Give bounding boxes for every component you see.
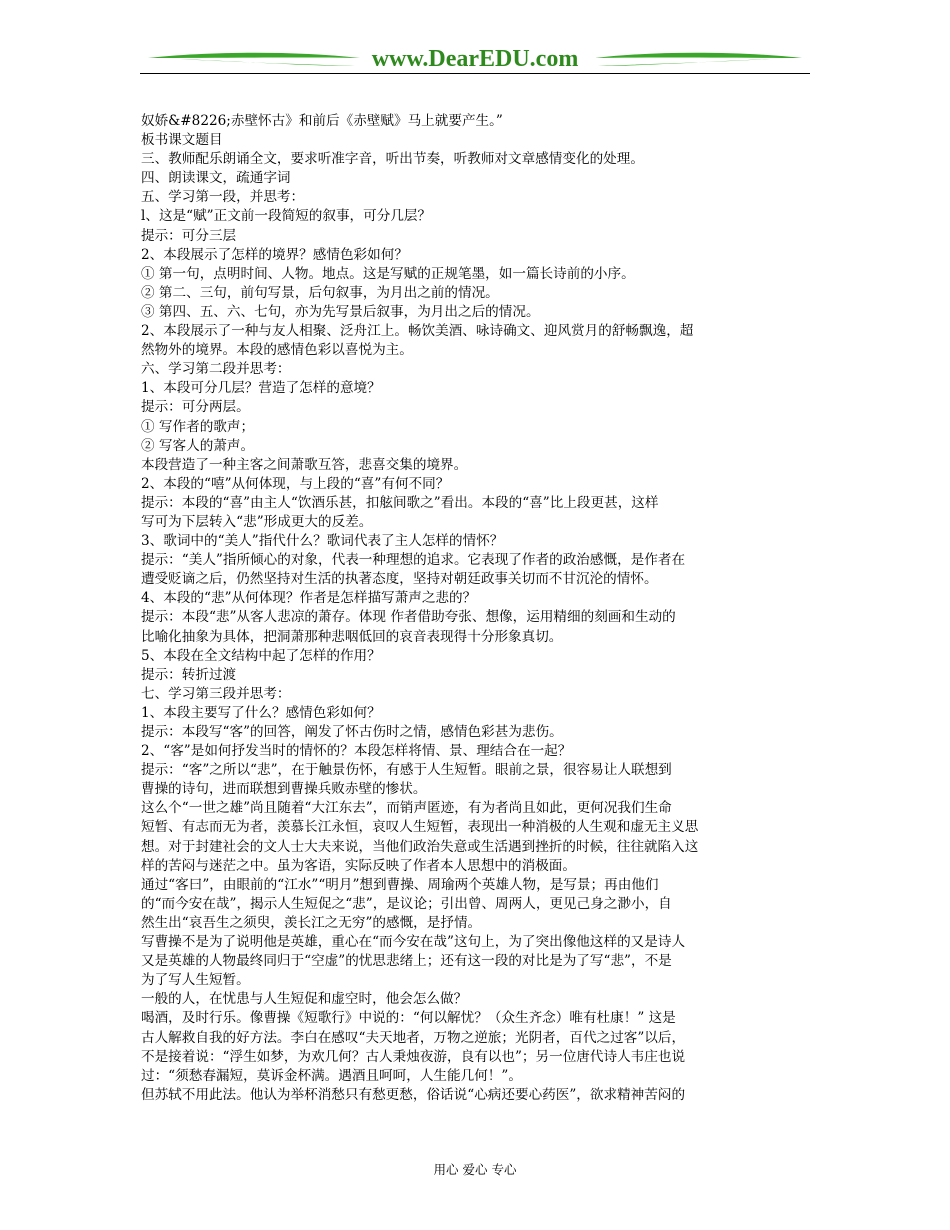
text-line: 为了写人生短暂。 [141, 972, 250, 989]
text-line: ② 写客人的萧声。 [141, 437, 255, 454]
text-line: 古人解救自我的好方法。李白在感叹“夫天地者，万物之逆旅；光阴者，百代之过客”以后， [141, 1029, 686, 1046]
text-line: 七、学习第三段并思考： [141, 685, 291, 702]
text-line: 但苏轼不用此法。他认为举杯消愁只有愁更愁，俗话说“心病还要心药医”，欲求精神苦闷的 [141, 1086, 686, 1103]
text-line: 4、本段的“悲”从何体现？作者是怎样描写萧声之悲的？ [141, 590, 477, 607]
text-line: 想。对于封建社会的文人士大夫来说，当他们政治失意或生活遇到挫折的时候，往往就陷入这 [141, 838, 699, 855]
text-line: 又是英雄的人物最终同归于“空虚”的忧思悲绪上；还有这一段的对比是为了写“悲”，不是 [141, 953, 672, 970]
text-line: 提示：本段“悲”从客人悲凉的萧存。体现 作者借助夸张、想像，运用精细的刻画和生动的 [141, 609, 676, 626]
text-line: 提示：“美人”指所倾心的对象，代表一种理想的追求。它表现了作者的政治感慨，是作者在 [141, 552, 686, 569]
text-line: 曹操的诗句，进而联想到曹操兵败赤壁的惨状。 [141, 781, 427, 798]
text-line: 本段营造了一种主客之间萧歌互答，悲喜交集的境界。 [141, 456, 468, 473]
text-line: 短暂、有志而无为者，羡慕长江永恒，哀叹人生短暂，表现出一种消极的人生观和虚无主义思 [141, 819, 699, 836]
text-line: 提示：本段写“客”的回答，阐发了怀古伤时之情，感情色彩甚为悲伤。 [141, 724, 563, 740]
text-line: 奴娇&#8226;赤壁怀古》和前后《赤壁赋》马上就要产生。” [141, 113, 503, 129]
text-line: 5、本段在全文结构中起了怎样的作用？ [141, 647, 381, 664]
text-line: l、这是“赋”正文前一段简短的叙事，可分几层？ [141, 208, 432, 225]
text-line: 过：“须愁春漏短，莫诉金杯满。遇酒且呵呵，人生能几何！”。 [141, 1067, 522, 1084]
text-line: 2、“客”是如何抒发当时的情怀的？本段怎样将情、景、理结合在一起？ [141, 743, 572, 760]
text-line: ① 写作者的歌声； [141, 418, 255, 435]
text-line: 遭受贬谪之后，仍然坚持对生活的执著态度，坚持对朝廷政事关切而不甘沉沦的情怀。 [141, 571, 658, 588]
text-line: 六、学习第二段并思考： [141, 361, 291, 378]
site-logo-text: www.DearEDU.com [371, 46, 579, 72]
text-line: 的“而今安在哉”，揭示人生短促之“悲”，是议论；引出曾、周两人，更见己身之渺小，自 [141, 895, 672, 912]
document-body [141, 112, 813, 1105]
text-line: 2、本段展示了一种与友人相聚、泛舟江上。畅饮美酒、咏诗确文、迎风赏月的舒畅飘逸，超 [141, 323, 694, 340]
text-line: 这么个“一世之雄”尚且随着“大江东去”，而销声匿迹，有为者尚且如此，更何况我们生命 [141, 800, 672, 817]
text-line: 提示：转折过渡 [141, 666, 237, 683]
text-line: 五、学习第一段，并思考： [141, 189, 305, 206]
text-line: 2、本段的“嘻”从何体现，与上段的“喜”有何不同？ [141, 475, 450, 492]
text-line: 写可为下层转入“悲”形成更大的反差。 [141, 513, 373, 530]
text-line: ① 第一句，点明时间、人物。地点。这是写赋的正规笔墨，如一篇长诗前的小序。 [141, 265, 635, 282]
text-line: 3、歌词中的“美人”指代什么？歌词代表了主人怎样的情怀？ [141, 533, 504, 550]
text-line: 板书课文题目 [141, 132, 223, 149]
text-line: 写曹操不是为了说明他是英雄，重心在“而今安在哉”这句上，为了突出像他这样的又是诗人 [141, 934, 686, 951]
text-line: 一般的人，在忧患与人生短促和虚空时，他会怎么做？ [141, 991, 468, 1008]
text-line: 提示：本段的“喜”由主人“饮酒乐甚，扣舷间歌之”看出。本段的“喜”比上段更甚，这样 [141, 494, 659, 511]
header-divider [140, 73, 810, 74]
text-line: 比喻化抽象为具体，把洞萧那种悲咽低回的哀音表现得十分形象真切。 [141, 628, 563, 645]
text-line: 然生出“哀吾生之须臾，羡长江之无穷”的感慨，是抒情。 [141, 914, 482, 931]
text-line: 1、本段主要写了什么？感情色彩如何？ [141, 704, 381, 721]
text-line: ② 第二、三句，前句写景，后句叙事，为月出之前的情况。 [141, 284, 499, 301]
text-line: 然物外的境界。本段的感情色彩以喜悦为主。 [141, 342, 413, 359]
text-line: 提示：可分两层。 [141, 399, 250, 416]
text-line: 三、教师配乐朗诵全文，要求听准字音，听出节奏，听教师对文章感情变化的处理。 [141, 151, 644, 168]
text-line: 通过“客曰”，由眼前的“江水”“明月”想到曹操、周瑜两个英雄人物，是写景；再由他们 [141, 876, 659, 893]
text-line: 喝酒，及时行乐。像曹操《短歌行》中说的：“何以解忧？（众生齐念）唯有杜康！” 这是 [141, 1010, 676, 1027]
text-line: 不是接着说：“浮生如梦，为欢几何？古人秉烛夜游，良有以也”；另一位唐代诗人韦庄也说 [141, 1048, 686, 1065]
text-line: 四、朗读课文，疏通字词 [141, 170, 291, 187]
text-line: 样的苦闷与迷茫之中。虽为客语，实际反映了作者本人思想中的消极面。 [141, 857, 576, 874]
page-footer: 用心 爱心 专心 [433, 1162, 517, 1177]
text-line: 1、本段可分几层？营造了怎样的意境？ [141, 380, 381, 397]
text-line: 2、本段展示了怎样的境界？感情色彩如何？ [141, 246, 408, 263]
text-line: 提示：“客”之所以“悲”，在于触景伤怀，有感于人生短暂。眼前之景，很容易让人联想到 [141, 762, 672, 779]
text-line: ③ 第四、五、六、七句，亦为先写景后叙事，为月出之后的情况。 [141, 303, 540, 320]
text-line: 提示：可分三层 [141, 227, 237, 244]
